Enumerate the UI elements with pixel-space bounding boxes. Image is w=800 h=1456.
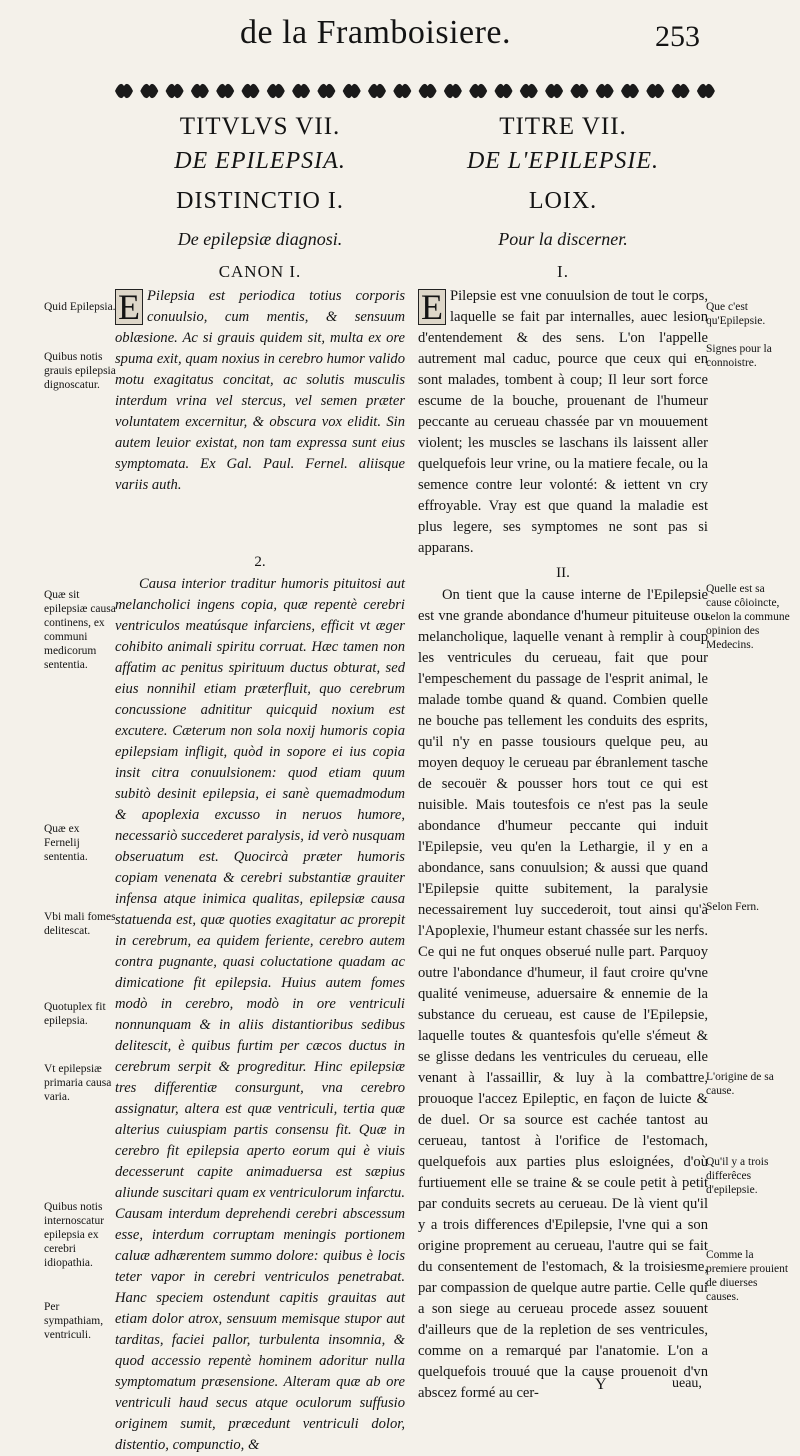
margin-note-right: Selon Fern. [706, 901, 760, 913]
ornament-band [112, 78, 722, 104]
fleuron-mark [672, 84, 690, 98]
margin-note-left: Vt epilepsiæ primaria causa varia. [44, 1063, 112, 1103]
margin-note-left: Quibus notis internoscatur epilepsia ex cerebri idiopathia. [44, 1201, 105, 1269]
french-distinctio: LOIX. [528, 188, 598, 214]
margin-note-left: Quid Epilepsia. [44, 301, 116, 313]
margin-note-left: Quæ ex Fernelij sententia. [44, 823, 88, 863]
fleuron-mark [317, 84, 335, 98]
french-section-number: II. [556, 565, 570, 581]
margin-note-left: Per sympathiam, ventriculi. [44, 1301, 104, 1341]
latin-paragraph-2: Causa interior traditur humoris pituitosi aut melancholici ingens copia, quæ repentè cerebri ventriculos meatúsque infarciens, efficit vt æger cohibito animali spiritu corruat. Hæc tamen non affatim ac penitus spirituum ductus obturat, sed eius nonnihil etiam præterfluit, quo cerebrum concussione adnititur quicquid noxium est excutere. Cæterum non sola noxij humoris copia epilepsiam infligit, quòd in sopore ei ius copia insit citra conuulsionem: quod etiam quum subitò desinit epilepsia, ei sanè quemadmodum & apoplexia excusso in neruos humore, necessariò succederet paralysis, id verò nusquam obseruatum est. Quocircà præter humoris copiam venenata & cerebri substantiæ grauiter infensa atque inimica qualitas, epilepsiæ causa statuenda est, quæ quoties exagitatur ac prorepit in cerebrum, ea quidem feriente, cerebro autem contra pugnante, quasi coluctatione quadam ac dimicatione fit epilepsia. Huius autem fomes modò in cerebro, modò in ore ventriculi nonnunquam & in aliis distantioribus sedibus delitescit, è quibus furtim per cæcos ductus in cerebrum serpit & progreditur. Hinc epilepsiæ tres differentiæ consurgunt, vna cerebro assignatur, altera est quæ ventriculi, tertia quæ alterius cuiuspiam partis consensu fit. Quæ in cerebro fit epilepsia aperto eorum qui è viuis decesserunt capite animaduersa est sæpius aliunde suscitari quam ex ventriculorum infarctu. Causam interdum deprehendi cerebri abscessum esse, interdum corruptam meningis portionem caluæ adhærentem summo dolore: quibus è locis teter vapor in cerebri ventriculos penetrabat. Hanc speciem ostendunt capitis grauitas aut etiam dolor atrox, sensuum memisque stupor aut tarditas, faciei pallor, turbulenta insomnia, & quod accessio repentè hominem adoritur nulla symptomatum præsensione. Alteram quæ ab ore ventriculi haud secus atque oculorum suffusio originem sumit, præcedunt ventriculi dolor, distentio, compunctio, & [115, 576, 405, 1453]
french-para1-text: Pilepsie est vne conuulsion de tout le corps, laquelle se fait par internalles, auec lesion d'entendement & des sens. L'on l'appelle autrement mal caduc, pource que ceux qui en sont malades, tombent à coup; Il leur sort force escume de la bouche, prouenant de l'humeur peccante au cerueau chassée par vn mouuement violent; les muscles se laschans ils laissent aller quelquefois leur vrine, ou la matiere fecale, ou la semence contre leur volonté: & iettent vn cry effroyable. Vray est que quand la maladie est plus legere, ses symptomes ne sont pas si apparans. [418, 288, 708, 556]
french-subtitle: DE L'EPILEPSIE. [466, 148, 660, 174]
fleuron-mark [545, 84, 563, 98]
fleuron-mark [115, 84, 133, 98]
fleuron-mark [343, 84, 361, 98]
latin-dropcap: E [115, 289, 143, 325]
fleuron-mark [520, 84, 538, 98]
catchword: ueau, [672, 1376, 702, 1391]
french-distinctio-sub: Pour la discerner. [498, 229, 628, 249]
fleuron-mark [267, 84, 285, 98]
margin-note-right: Quelle est sa cause côioincte, selon la commune opinion des Medecins. [706, 583, 790, 651]
french-paragraph-2: On tient que la cause interne de l'Epilepsie est vne grande abondance d'humeur pituiteuse ou melancholique, laquelle venant à remplir à coup les ventricules du cerueau, fait que pour l'empeschement du passage de l'esprit animal, le malade tombe quand & quand. Combien quelle ne bouche pas tellement les conduits des esprits, qu'il n'y en passe tousiours quelque peu, au moyen dequoy le cerueau par ébranlement tasche de secouër & pousser hors tout ce qui est nuisible. Mais toutesfois ce n'est pas la seule abondance d'humeur peccante qui induit l'Epilepsie, veu qu'en la Lethargie, il y en a abondance, sans conuulsion; & aussi que quand l'Epilepsie quitte subitement, la paralysie necessairement luy succederoit, tout ainsi qu'à l'Apoplexie, l'humeur estant chassée sur les nerfs. Ce qui ne fut onques obserué nulle part. Parquoy outre l'abondance d'humeur, il faut croire qu'vne qualité venimeuse, aduersaire & ennemie de la substance du cerueau, est cause de l'Epilepsie, laquelle toutes & quantesfois qu'elle s'émeut & se glisse dedans les ventricules du cerueau, elle venant à l'assaillir, & luy à la combattre, prouoque l'accez Epileptic, en façon de luicte & de duel. Or sa source est cachée tantost au cerueau, tantost à l'orifice de l'estomach, quelquefois aux parties plus esloignées, d'où furtiuement elle se traine & se coule petit à petit par conduits secrets au cerueau. De là vient qu'il y a trois differences d'Epilepsie, l'vne qui a son origine proprement au cerueau, l'autre qui se fait du consentement de l'estomach, & la troisiesme, par compassion de quelque autre partie. Celle qui a son siege au cerueau procede assez souuent d'ailleurs que de la repletion de ses ventricules, comme on a remarqué par l'anatomie. L'on a quelquefois trouué que la cause prouenoit d'vn abscez formé au cer- [418, 587, 708, 1401]
fleuron-mark [292, 84, 310, 98]
margin-note-right: Signes pour la connoistre. [706, 343, 772, 369]
page-number: 253 [655, 20, 700, 53]
latin-distinctio-sub: De epilepsiæ diagnosi. [177, 229, 343, 249]
margin-note-right: L'origine de sa cause. [706, 1071, 774, 1097]
fleuron-mark [216, 84, 234, 98]
latin-canon: CANON I. [218, 262, 302, 281]
fleuron-mark [242, 84, 260, 98]
margin-note-left: Quotuplex fit epilepsia. [44, 1001, 106, 1027]
running-title: de la Framboisiere. [240, 14, 512, 51]
latin-subtitle: DE EPILEPSIA. [174, 148, 346, 174]
fleuron-mark [419, 84, 437, 98]
french-dropcap: E [418, 289, 446, 325]
fleuron-mark [166, 84, 184, 98]
fleuron-mark [495, 84, 513, 98]
latin-column [115, 110, 405, 1456]
margin-note-right: Que c'est qu'Epilepsie. [706, 301, 766, 327]
margin-note-left: Quibus notis grauis epilepsia dignoscatur. [44, 351, 116, 391]
margin-note-left: Quæ sit epilepsiæ causa continens, ex communi medicorum sententia. [44, 589, 116, 671]
fleuron-mark [646, 84, 664, 98]
fleuron-mark [368, 84, 386, 98]
margin-note-right: Comme la premiere prouient de diuerses causes. [706, 1249, 789, 1303]
fleuron-mark [469, 84, 487, 98]
french-column [418, 110, 708, 1404]
fleuron-mark [191, 84, 209, 98]
margin-note-left: Vbi mali fomes delitescat. [44, 911, 116, 937]
fleuron-mark [621, 84, 639, 98]
french-title: TITRE VII. [499, 113, 627, 140]
latin-paragraph-1 [115, 286, 405, 496]
signature-mark: Y [595, 1376, 607, 1393]
latin-para1-text: Pilepsia est periodica totius corporis conuulsio, cum mentis, & sensuum oblæsione. Ac si grauis quidem sit, multa ex ore spuma exit, quam noxius in cerebro humor valido motu exagitatus concitat, ac solutis musculis interdum vrina vel stercus, vel semen præter voluntatem excernitur, & obscura vox elidit. Sin autem leuior existat, non tam expressa sunt eius symptomata. Ex Gal. Paul. Fernel. aliisque variis auth. [115, 288, 405, 493]
french-paragraph-1 [418, 286, 708, 559]
fleuron-mark [570, 84, 588, 98]
latin-section-number: 2. [254, 554, 266, 570]
margin-note-right: Qu'il y a trois differêces d'epilepsie. [706, 1156, 769, 1196]
french-canon: I. [557, 262, 569, 281]
fleuron-mark [596, 84, 614, 98]
fleuron-mark [393, 84, 411, 98]
fleuron-mark [140, 84, 158, 98]
fleuron-mark [697, 84, 715, 98]
fleuron-mark [444, 84, 462, 98]
latin-distinctio: DISTINCTIO I. [176, 188, 344, 214]
latin-title: TITVLVS VII. [179, 113, 341, 140]
